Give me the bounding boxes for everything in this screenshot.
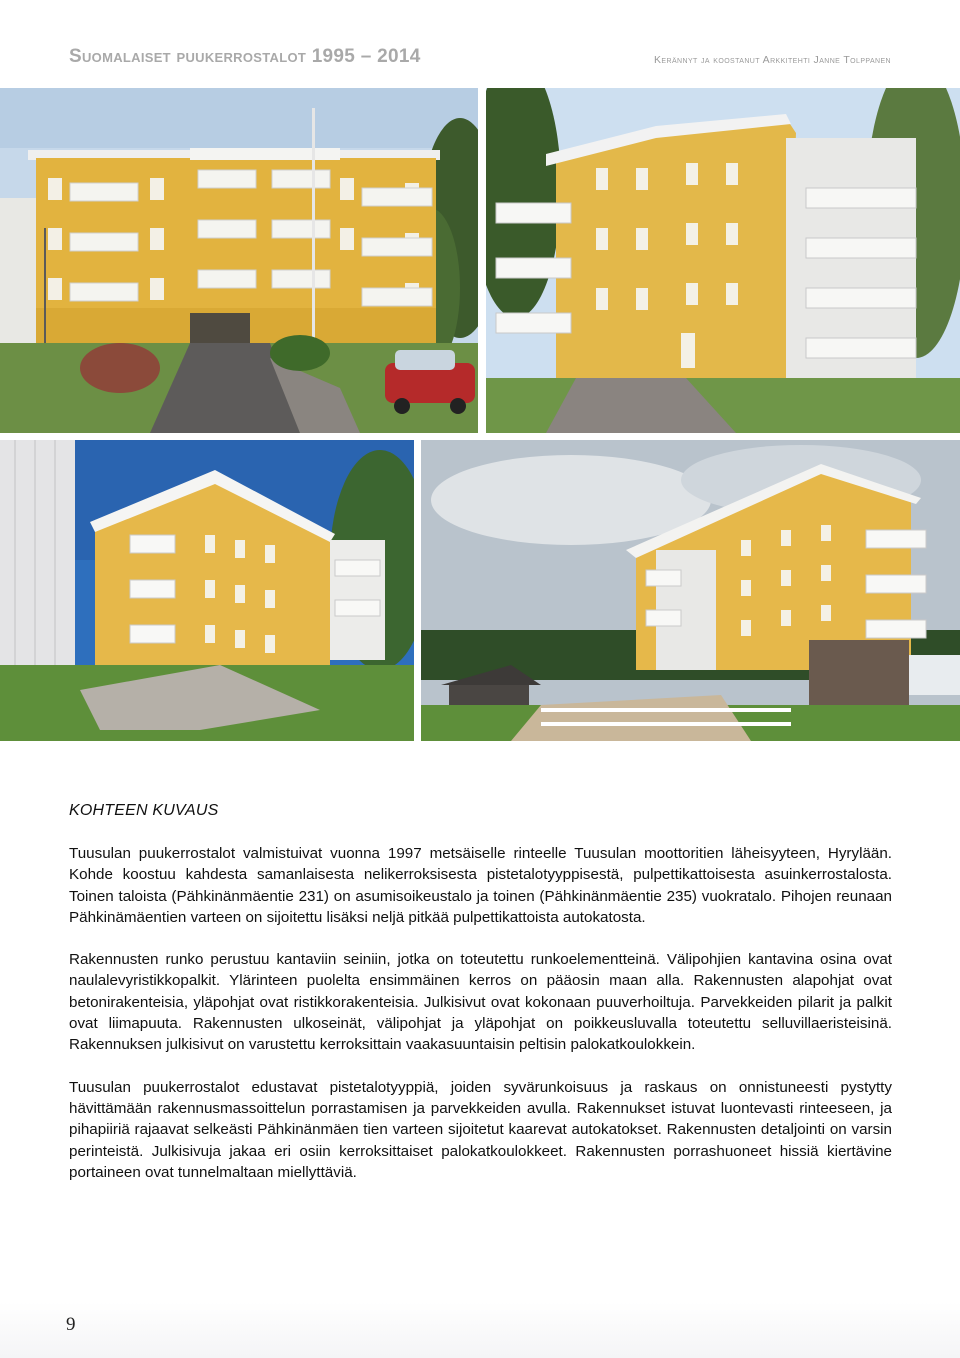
footer-band [0, 1302, 960, 1358]
paragraph-3: Tuusulan puukerrostalot edustavat pistetalotyyppiä, joiden syvärunkoisuus ja raskaus on onnistuneesti pystytty hävittämään rakennusmassoittelun porrastamisen ja parvekkeiden avulla. Rakennukset istuvat luontevasti rinteeseen, ja pihapiiriä rajaavat selkeästi Pähkinänmäen tien varteen sijoitetut kaarevat autokatokset. Rakennusten detaljointi on varsin perinteistä. Julkisivuja jakaa eri osiin kerroksittaiset palokatkoulokkeet. Rakennusten porrashuoneet hissiä kiertävine portaineen ovat tunnelmaltaan miellyttäviä. [69, 1078, 892, 1181]
page-number: 9 [66, 1314, 76, 1335]
photo-building-slope [0, 440, 414, 741]
paragraph-2: Rakennusten runko perustuu kantaviin seiniin, jotka on toteutettu runkoelementteinä. Välipohjien kantavina osina ovat naulalevyristikkopalkit. Ylärinteen puolelta ensimmäinen kerros on pääosin maan alla. Rakennusten alapohjat ovat betonirakenteisia, yläpohjat ovat ristikkorakenteisia. Julkisivut ovat kokonaan puuverhoiltuja. Parvekkeiden pilarit ja palkit ovat liimapuuta. Rakennusten ulkoseinät, välipohjat ja yläpohjat on poikkeusluvalla toteutettu selluvillaeristeisinä. Rakennuksen julkisivut on varustettu kerroksittain vaakasuuntaisin peltisin palokatkoulokkein. [69, 951, 892, 1054]
header-title: Suomalaiset puukerrostalot 1995 – 2014 [69, 46, 421, 67]
header-credit: Kerännyt ja koostanut Arkkitehti Janne Tolppanen [654, 54, 891, 66]
description-body [69, 843, 892, 1204]
page-header [69, 46, 891, 76]
section-title: KOHTEEN KUVAUS [69, 802, 219, 819]
photo-building-side [486, 88, 960, 433]
photo-building-front [0, 88, 478, 433]
photo-building-playground [421, 440, 960, 741]
paragraph-1: Tuusulan puukerrostalot valmistuivat vuonna 1997 metsäiselle rinteelle Tuusulan moottoritien läheisyyteen, Hyrylään. Kohde koostuu kahdesta samanlaisesta nelikerroksisesta pistetalotyyppisestä, pulpettikattoisesta asuinkerrostalosta. Toinen taloista (Pähkinänmäentie 231) on asumisoikeustalo ja toinen (Pähkinänmäentie 235) vuokratalo. Pihojen reunaan Pähkinämäentien varteen on sijoitettu lisäksi neljä pitkää pulpettikattoista autokatosta. [69, 845, 892, 926]
